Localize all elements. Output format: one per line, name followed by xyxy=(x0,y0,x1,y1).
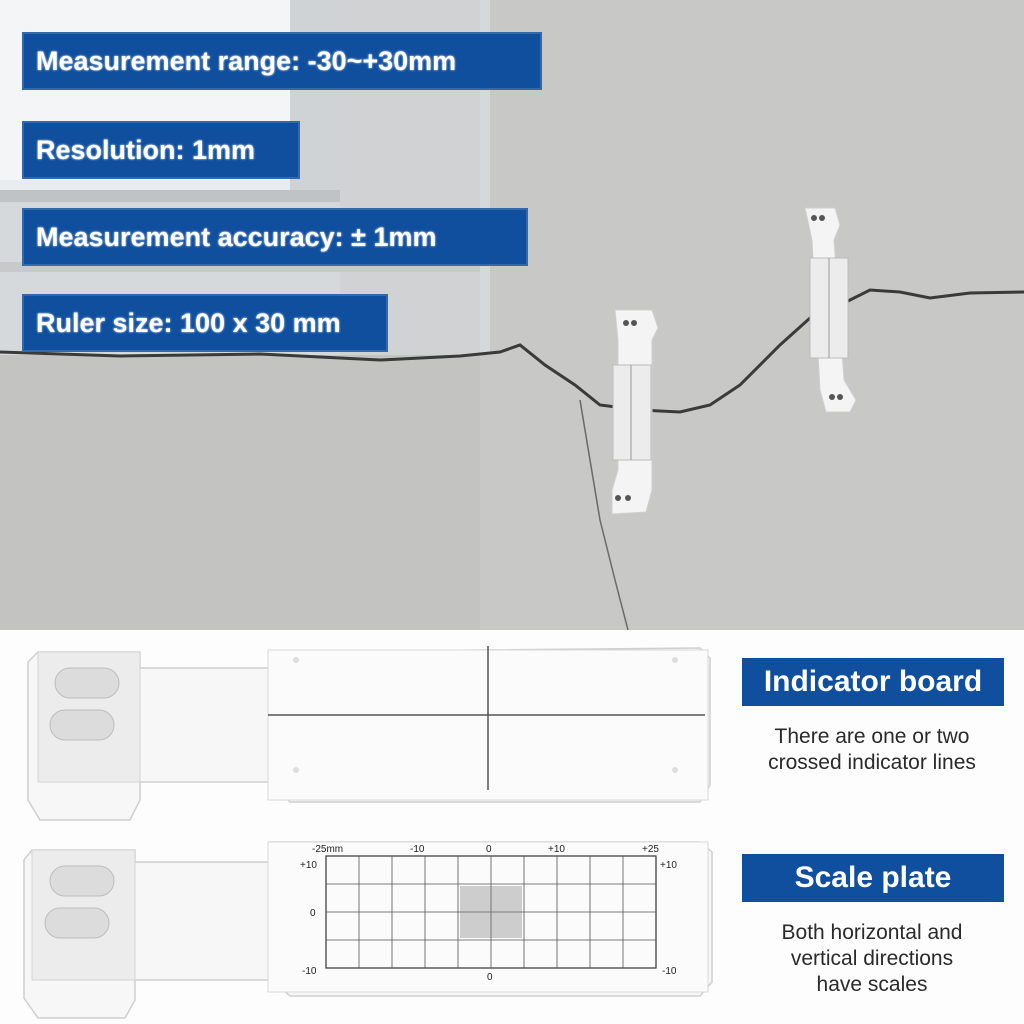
tick-label-bottom-0: 0 xyxy=(487,972,493,983)
spec-resolution: Resolution: 1mm xyxy=(22,121,300,179)
crack-gauge-left xyxy=(612,310,658,514)
indicator-desc-line-1: There are one or two xyxy=(774,725,970,748)
indicator-board-image xyxy=(28,646,710,820)
tick-label-right-neg10: -10 xyxy=(662,966,677,977)
product-panel xyxy=(0,630,1024,1024)
scale-plate-description xyxy=(722,920,1022,998)
product-illustrations xyxy=(0,630,720,1024)
spec-accuracy: Measurement accuracy: ± 1mm xyxy=(22,208,528,266)
tick-label-left-pos10: +10 xyxy=(300,860,317,871)
scale-plate-image xyxy=(24,842,712,1018)
tick-label-top-0: 0 xyxy=(486,844,492,855)
spec-measurement-range: Measurement range: -30~+30mm xyxy=(22,32,542,90)
tick-label-top-pos10: +10 xyxy=(548,844,565,855)
scale-desc-line-3: have scales xyxy=(816,973,928,996)
tick-label-left-neg10: -10 xyxy=(302,966,317,977)
scale-desc-line-1: Both horizontal and xyxy=(781,921,963,944)
tick-label-top-neg10: -10 xyxy=(410,844,425,855)
scale-plate-title: Scale plate xyxy=(742,854,1004,902)
tick-label-left-0: 0 xyxy=(310,908,316,919)
tick-label-top-pos25: +25 xyxy=(642,844,659,855)
indicator-board-title: Indicator board xyxy=(742,658,1004,706)
tick-label-right-pos10: +10 xyxy=(660,860,677,871)
tick-label-top-neg25: -25mm xyxy=(312,844,344,855)
indicator-board-description xyxy=(722,724,1022,776)
scale-desc-line-2: vertical directions xyxy=(790,947,954,970)
indicator-desc-line-2: crossed indicator lines xyxy=(768,751,976,774)
spec-ruler-size: Ruler size: 100 x 30 mm xyxy=(22,294,388,352)
